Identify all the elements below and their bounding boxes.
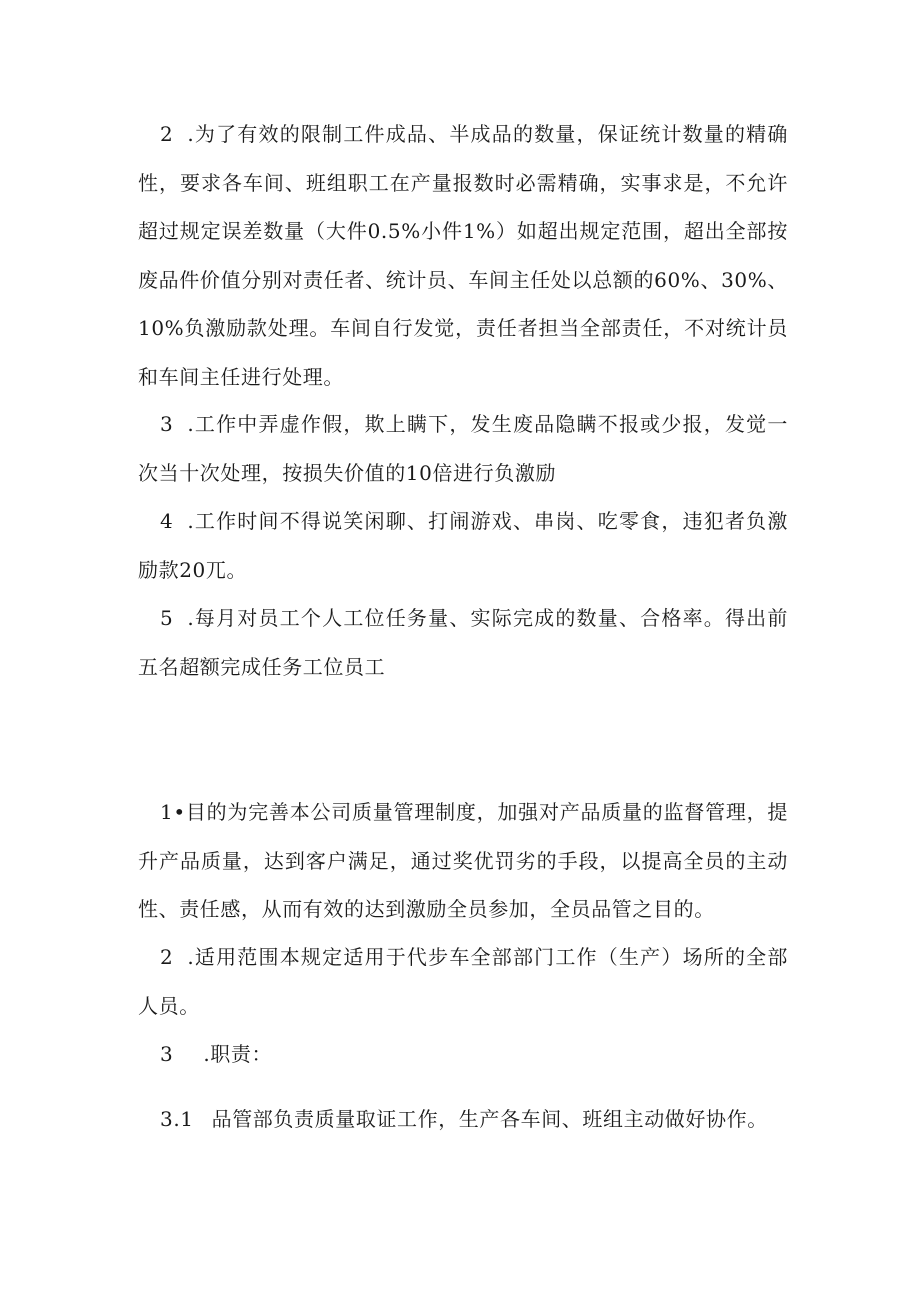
paragraph-text: .工作时间不得说笑闲聊、打闹游戏、串岗、吃零食，违犯者负激励款20兀。 (138, 509, 788, 582)
paragraph-text: 品管部负责质量取证工作，生产各车间、班组主动做好协作。 (211, 1107, 768, 1131)
paragraph-2-scope (138, 933, 788, 1030)
paragraph-3-fraud-penalty (138, 400, 788, 497)
paragraph-3-responsibilities (138, 1030, 788, 1079)
paragraph-text: .为了有效的限制工件成品、半成品的数量，保证统计数量的精确性，要求各车间、班组职工在产量报数时必需精确，实事求是，不允许超过规定误差数量（大件0.5%小件1%）如超出规定范围，超出全部按废品件价值分别对责任者、统计员、车间主任处以总额的60%、30%、10%负激励款处理。车间自行发觉，责任者担当全部责任，不对统计员和车间主任进行处理。 (138, 122, 788, 389)
paragraph-4-work-discipline (138, 497, 788, 594)
paragraph-2-quantity-control (138, 110, 788, 401)
paragraph-number: 3 (160, 412, 174, 436)
paragraph-number: 4 (160, 509, 174, 533)
paragraph-number: 2 (160, 945, 174, 969)
paragraph-1-purpose (138, 788, 788, 934)
paragraph-text: .每月对员工个人工位任务量、实际完成的数量、合格率。得出前五名超额完成任务工位员工 (138, 606, 788, 679)
paragraph-number: 1• (160, 800, 186, 824)
paragraph-text: 目的为完善本公司质量管理制度，加强对产品质量的监督管理，提升产品质量，达到客户满足，通过奖优罚劣的手段，以提高全员的主动性、责任感，从而有效的达到激励全员参加，全员品管之目的。 (138, 800, 788, 921)
paragraph-number: 3.1 (160, 1107, 194, 1131)
paragraph-text: .适用范围本规定适用于代步车全部部门工作（生产）场所的全部人员。 (138, 945, 788, 1018)
paragraph-3-1-quality-dept (138, 1095, 788, 1144)
paragraph-number: 5 (160, 606, 174, 630)
paragraph-number: 2 (160, 122, 174, 146)
paragraph-5-monthly-ranking (138, 594, 788, 691)
paragraph-number: 3 (160, 1042, 174, 1066)
paragraph-text: .职责： (203, 1042, 273, 1066)
paragraph-text: .工作中弄虚作假，欺上瞒下，发生废品隐瞒不报或少报，发觉一次当十次处理，按损失价值的10倍进行负激励 (138, 412, 788, 485)
